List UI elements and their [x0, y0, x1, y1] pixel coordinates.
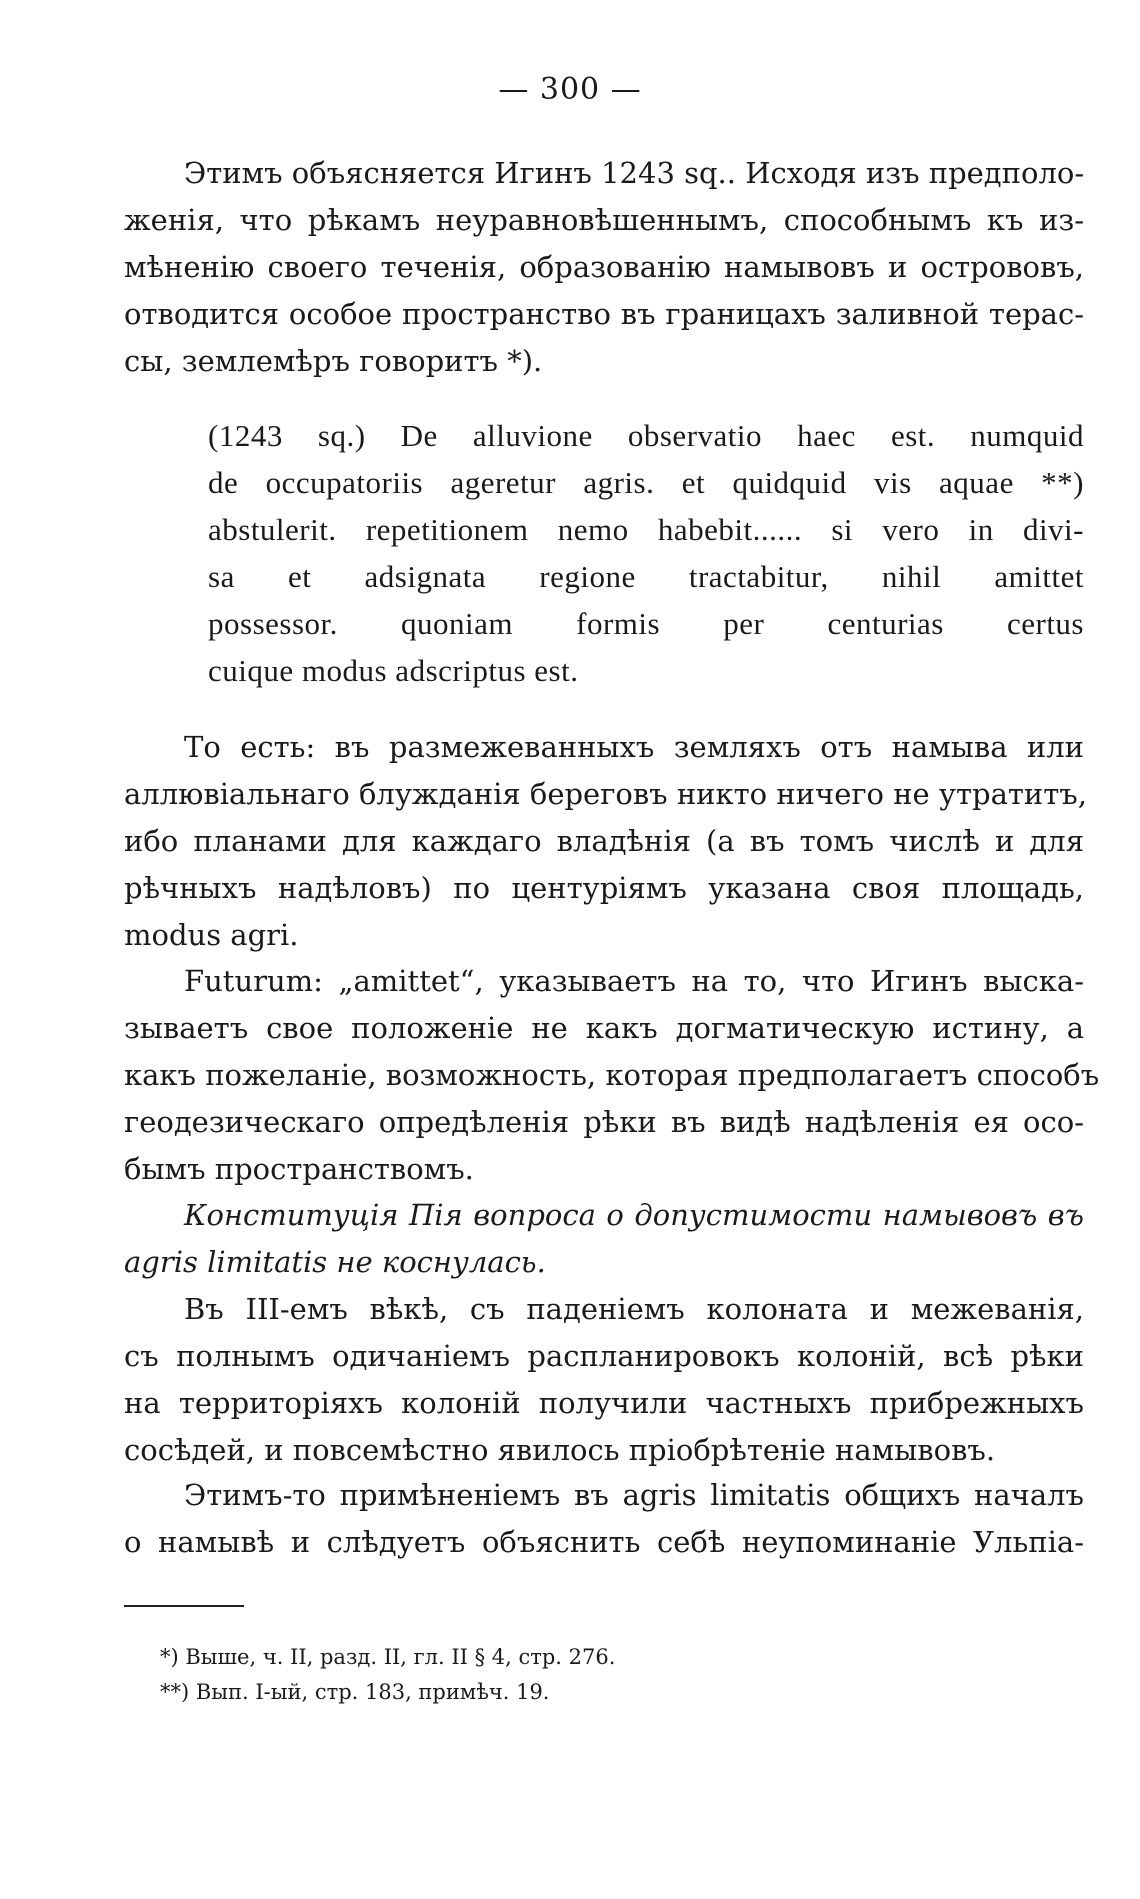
text-line: сосѣдей, и повсемѣстно явилось пріобрѣтеніе намывовъ.: [124, 1433, 996, 1467]
paragraph-third-century: [124, 1286, 1084, 1474]
text-line: Въ III-емъ вѣкѣ, съ паденіемъ колоната и межеванія,: [184, 1292, 1084, 1326]
page-number: — 300 —: [498, 72, 642, 107]
paragraph-futurum: [124, 958, 1100, 1193]
text-line: рѣчныхъ надѣловъ) по центуріямъ указана своя площадь,: [124, 871, 1084, 905]
text-line: ибо планами для каждаго владѣнія (а въ томъ числѣ и для: [124, 824, 1084, 858]
text-line: Конституція Пія вопроса о допустимости намывовъ въ: [184, 1198, 1084, 1232]
text-line: сы, землемѣръ говоритъ *).: [124, 344, 543, 378]
quote-line: possessor. quoniam formis per centurias certus: [208, 606, 1084, 641]
text-line: Этимъ объясняется Игинъ 1243 sq.. Исходя изъ предполо-: [184, 156, 1085, 190]
paragraph-translation: [124, 724, 1087, 959]
footnote-2: **) Вып. I-ый, стр. 183, примѣч. 19.: [160, 1680, 550, 1704]
latin-quotation: [208, 412, 1084, 694]
paragraph-conclusion: [124, 1472, 1084, 1566]
footnote-1: *) Выше, ч. II, разд. II, гл. II § 4, стр. 276.: [160, 1645, 616, 1669]
footnote-divider: [124, 1605, 244, 1607]
text-line: аллювіальнаго блужданія береговъ никто ничего не утратитъ,: [124, 777, 1087, 811]
text-line: о намывѣ и слѣдуетъ объяснить себѣ неупоминаніе Ульпіа-: [124, 1525, 1084, 1559]
text-line: женія, что рѣкамъ неуравновѣшеннымъ, способнымъ къ из-: [124, 203, 1084, 237]
quote-line: (1243 sq.) De alluvione observatio haec est. numquid: [208, 418, 1084, 453]
text-line: съ полнымъ одичаніемъ распланировокъ колоній, всѣ рѣки: [124, 1339, 1084, 1373]
text-line: То есть: въ размежеванныхъ земляхъ отъ намыва или: [184, 730, 1084, 764]
paragraph-higinus-intro: [124, 150, 1084, 385]
text-line: на территоріяхъ колоній получили частныхъ прибрежныхъ: [124, 1386, 1084, 1420]
text-line: отводится особое пространство въ границахъ заливной терас-: [124, 297, 1084, 331]
quote-line: sa et adsignata regione tractabitur, nihil amittet: [208, 559, 1084, 594]
text-line: мѣненію своего теченія, образованію намывовъ и острововъ,: [124, 250, 1084, 284]
text-line: какъ пожеланіе, возможность, которая предполагаетъ способъ: [124, 1058, 1100, 1092]
quote-line: abstulerit. repetitionem nemo habebit...... si vero in divi-: [208, 512, 1084, 547]
text-line: зываетъ свое положеніе не какъ догматическую истину, а: [124, 1011, 1084, 1045]
text-line: геодезическаго опредѣленія рѣки въ видѣ надѣленія ея осо-: [124, 1105, 1084, 1139]
text-line: Этимъ-то примѣненіемъ въ agris limitatis общихъ началъ: [184, 1478, 1084, 1512]
text-line: Futurum: „amittet“, указываетъ на то, что Игинъ выска-: [184, 964, 1084, 998]
paragraph-constitution: [124, 1192, 1084, 1286]
quote-line: cuique modus adscriptus est.: [208, 653, 579, 688]
text-line: agris limitatis не коснулась.: [124, 1245, 546, 1279]
footnotes: [160, 1640, 1060, 1710]
text-line: modus agri.: [124, 918, 299, 952]
quote-line: de occupatoriis ageretur agris. et quidquid vis aquae **): [208, 465, 1084, 500]
text-line: бымъ пространствомъ.: [124, 1152, 474, 1186]
